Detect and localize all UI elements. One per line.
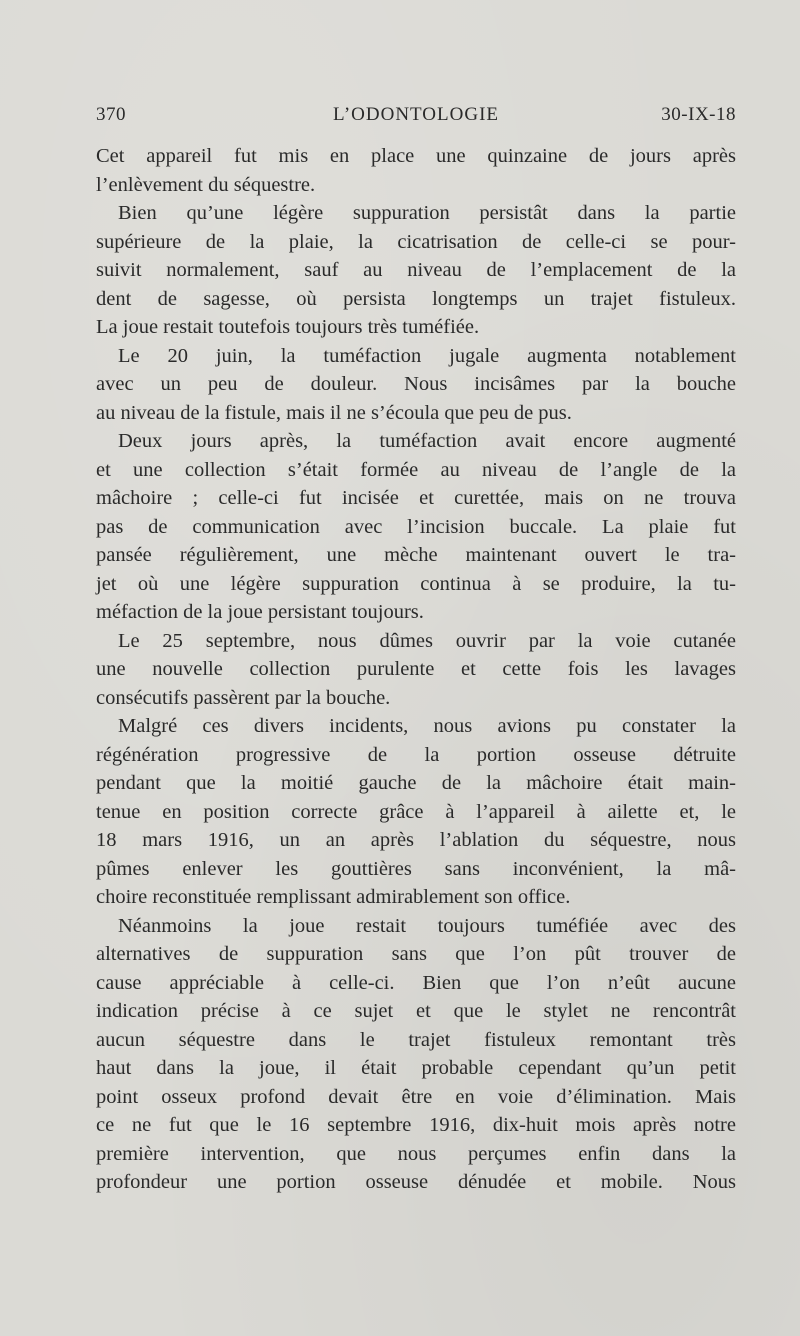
text-line: choire reconstituée remplissant admirablement son office. [96, 886, 571, 908]
text-line: Deux jours après, la tuméfaction avait encore augmenté [118, 430, 736, 452]
text-line: supérieure de la plaie, la cicatrisation de celle-ci se pour- [96, 230, 736, 253]
text-line: pas de communication avec l’incision buccale. La plaie fut [96, 515, 736, 538]
text-line: alternatives de suppuration sans que l’on pût trouver de [96, 943, 736, 965]
article-body [96, 142, 736, 1197]
text-line: indication précise à ce sujet et que le stylet ne rencontrât [96, 1000, 736, 1022]
text-line: suivit normalement, sauf au niveau de l’emplacement de la [96, 259, 736, 281]
text-line: une nouvelle collection purulente et cette fois les lavages [96, 658, 736, 680]
text-line: avec un peu de douleur. Nous incisâmes par la bouche [96, 373, 736, 395]
text-line: mâchoire ; celle-ci fut incisée et curettée, mais on ne trouva [96, 487, 736, 509]
text-line: La joue restait toutefois toujours très tuméfiée. [96, 316, 480, 338]
text-line: Malgré ces divers incidents, nous avions pu constater la [118, 715, 736, 737]
text-line: pansée régulièrement, une mèche maintenant ouvert le tra- [96, 544, 736, 566]
text-line: haut dans la joue, il était probable cependant qu’un petit [96, 1057, 736, 1079]
text-line: Le 25 septembre, nous dûmes ouvrir par la voie cutanée [118, 629, 736, 652]
text-line: jet où une légère suppuration continua à se produire, la tu- [96, 572, 736, 595]
running-title: L’ODONTOLOGIE [332, 104, 500, 125]
issue-date: 30-IX-18 [661, 104, 736, 125]
text-line: méfaction de la joue persistant toujours. [96, 601, 424, 623]
text-line: profondeur une portion osseuse dénudée et mobile. Nous [96, 1171, 736, 1193]
text-line: et une collection s’était formée au niveau de l’angle de la [96, 458, 736, 481]
text-line: aucun séquestre dans le trajet fistuleux remontant très [96, 1028, 736, 1051]
text-line: Néanmoins la joue restait toujours tuméfiée avec des [118, 914, 736, 937]
text-line: dent de sagesse, où persista longtemps un trajet fistuleux. [96, 287, 736, 310]
page-number: 370 [96, 104, 126, 125]
text-line: 18 mars 1916, un an après l’ablation du séquestre, nous [96, 829, 736, 851]
text-line: au niveau de la fistule, mais il ne s’écoula que peu de pus. [96, 401, 572, 424]
text-line: ce ne fut que le 16 septembre 1916, dix-huit mois après notre [96, 1114, 736, 1136]
text-line: première intervention, que nous perçumes enfin dans la [96, 1142, 736, 1165]
text-line: l’enlèvement du séquestre. [96, 173, 316, 196]
text-line: Le 20 juin, la tuméfaction jugale augmenta notablement [118, 344, 736, 367]
text-line: pendant que la moitié gauche de la mâchoire était main- [96, 772, 736, 794]
text-line: tenue en position correcte grâce à l’appareil à ailette et, le [96, 800, 736, 823]
text-line: Bien qu’une légère suppuration persistât dans la partie [118, 202, 736, 224]
text-line: pûmes enlever les gouttières sans inconvénient, la mâ- [96, 857, 736, 880]
text-line: cause appréciable à celle-ci. Bien que l’on n’eût aucune [96, 971, 736, 994]
text-line: Cet appareil fut mis en place une quinzaine de jours après [96, 145, 736, 167]
text-line: régénération progressive de la portion osseuse détruite [96, 743, 736, 766]
text-line: consécutifs passèrent par la bouche. [96, 686, 391, 709]
text-line: point osseux profond devait être en voie d’élimination. Mais [96, 1085, 736, 1108]
page-header [96, 104, 736, 134]
